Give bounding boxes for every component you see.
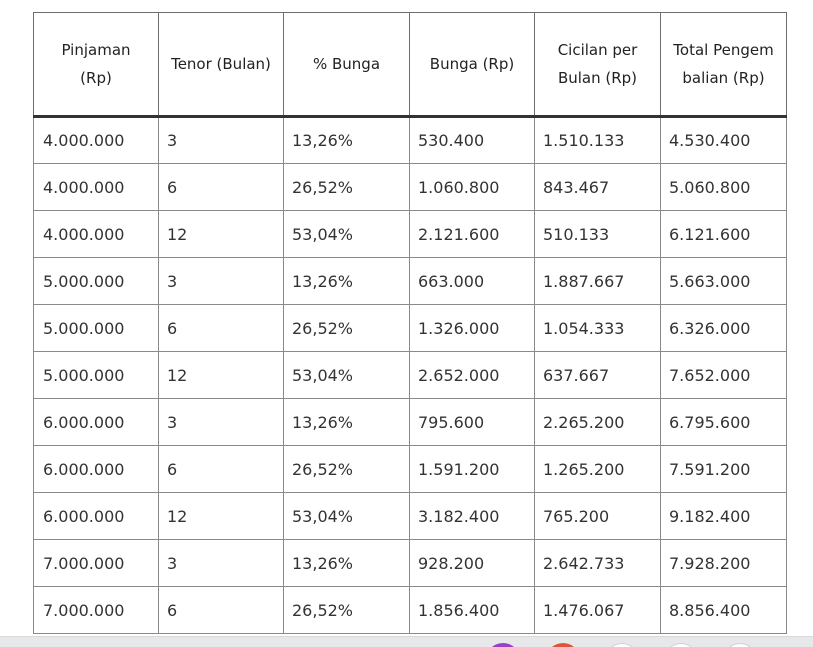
cell-cicilan: 510.133 [535,211,661,258]
cell-tenor: 12 [159,352,284,399]
table-row [34,305,787,352]
cell-bunga: 795.600 [410,399,535,446]
cell-persen-bunga: 26,52% [284,164,410,211]
cell-total-pengembalian: 6.795.600 [661,399,787,446]
header-total-pengembalian: Total Pengembalian (Rp) [661,13,787,117]
cell-total-pengembalian: 5.060.800 [661,164,787,211]
table-row [34,164,787,211]
table-row [34,352,787,399]
cell-tenor: 3 [159,258,284,305]
cell-pinjaman: 6.000.000 [34,446,159,493]
cell-cicilan: 1.265.200 [535,446,661,493]
cell-total-pengembalian: 9.182.400 [661,493,787,540]
cell-total-pengembalian: 7.928.200 [661,540,787,587]
cell-total-pengembalian: 8.856.400 [661,587,787,634]
cell-tenor: 12 [159,211,284,258]
table-row [34,258,787,305]
cell-bunga: 1.856.400 [410,587,535,634]
header-cicilan-per-bulan: Cicilan per Bulan (Rp) [535,13,661,117]
cell-cicilan: 765.200 [535,493,661,540]
cell-pinjaman: 4.000.000 [34,117,159,164]
cell-pinjaman: 5.000.000 [34,352,159,399]
cell-bunga: 3.182.400 [410,493,535,540]
loan-installment-table [33,12,787,634]
cell-cicilan: 1.054.333 [535,305,661,352]
cell-persen-bunga: 13,26% [284,399,410,446]
table-row [34,587,787,634]
cell-bunga: 530.400 [410,117,535,164]
cell-persen-bunga: 53,04% [284,352,410,399]
table-row [34,399,787,446]
cell-bunga: 663.000 [410,258,535,305]
cell-cicilan: 2.642.733 [535,540,661,587]
cell-cicilan: 1.476.067 [535,587,661,634]
header-persen-bunga: % Bunga [284,13,410,117]
cell-pinjaman: 5.000.000 [34,258,159,305]
cell-bunga: 2.652.000 [410,352,535,399]
table-row [34,540,787,587]
cell-bunga: 1.591.200 [410,446,535,493]
cell-bunga: 928.200 [410,540,535,587]
cell-bunga: 1.060.800 [410,164,535,211]
table-row [34,493,787,540]
cell-persen-bunga: 26,52% [284,305,410,352]
cell-persen-bunga: 13,26% [284,258,410,305]
cell-tenor: 6 [159,305,284,352]
cell-pinjaman: 7.000.000 [34,540,159,587]
cell-cicilan: 637.667 [535,352,661,399]
cell-tenor: 3 [159,117,284,164]
cell-pinjaman: 5.000.000 [34,305,159,352]
cell-tenor: 6 [159,446,284,493]
cell-total-pengembalian: 7.652.000 [661,352,787,399]
header-bunga: Bunga (Rp) [410,13,535,117]
cell-total-pengembalian: 6.121.600 [661,211,787,258]
cell-tenor: 6 [159,587,284,634]
cell-cicilan: 843.467 [535,164,661,211]
cell-pinjaman: 6.000.000 [34,399,159,446]
cell-cicilan: 2.265.200 [535,399,661,446]
cell-bunga: 2.121.600 [410,211,535,258]
table-row [34,211,787,258]
cell-persen-bunga: 26,52% [284,587,410,634]
table-body [34,117,787,634]
cell-cicilan: 1.510.133 [535,117,661,164]
table-row [34,446,787,493]
cell-total-pengembalian: 7.591.200 [661,446,787,493]
table-header-row [34,13,787,117]
table-row [34,117,787,164]
header-pinjaman: Pinjaman (Rp) [34,13,159,117]
cell-persen-bunga: 13,26% [284,117,410,164]
cell-persen-bunga: 26,52% [284,446,410,493]
cell-tenor: 12 [159,493,284,540]
header-tenor: Tenor (Bulan) [159,13,284,117]
cell-persen-bunga: 53,04% [284,493,410,540]
cell-pinjaman: 4.000.000 [34,211,159,258]
cell-total-pengembalian: 6.326.000 [661,305,787,352]
cell-pinjaman: 7.000.000 [34,587,159,634]
cell-tenor: 3 [159,540,284,587]
cell-total-pengembalian: 4.530.400 [661,117,787,164]
cell-cicilan: 1.887.667 [535,258,661,305]
cell-total-pengembalian: 5.663.000 [661,258,787,305]
cell-pinjaman: 4.000.000 [34,164,159,211]
cell-pinjaman: 6.000.000 [34,493,159,540]
cell-tenor: 3 [159,399,284,446]
cell-tenor: 6 [159,164,284,211]
cell-bunga: 1.326.000 [410,305,535,352]
cell-persen-bunga: 13,26% [284,540,410,587]
cell-persen-bunga: 53,04% [284,211,410,258]
